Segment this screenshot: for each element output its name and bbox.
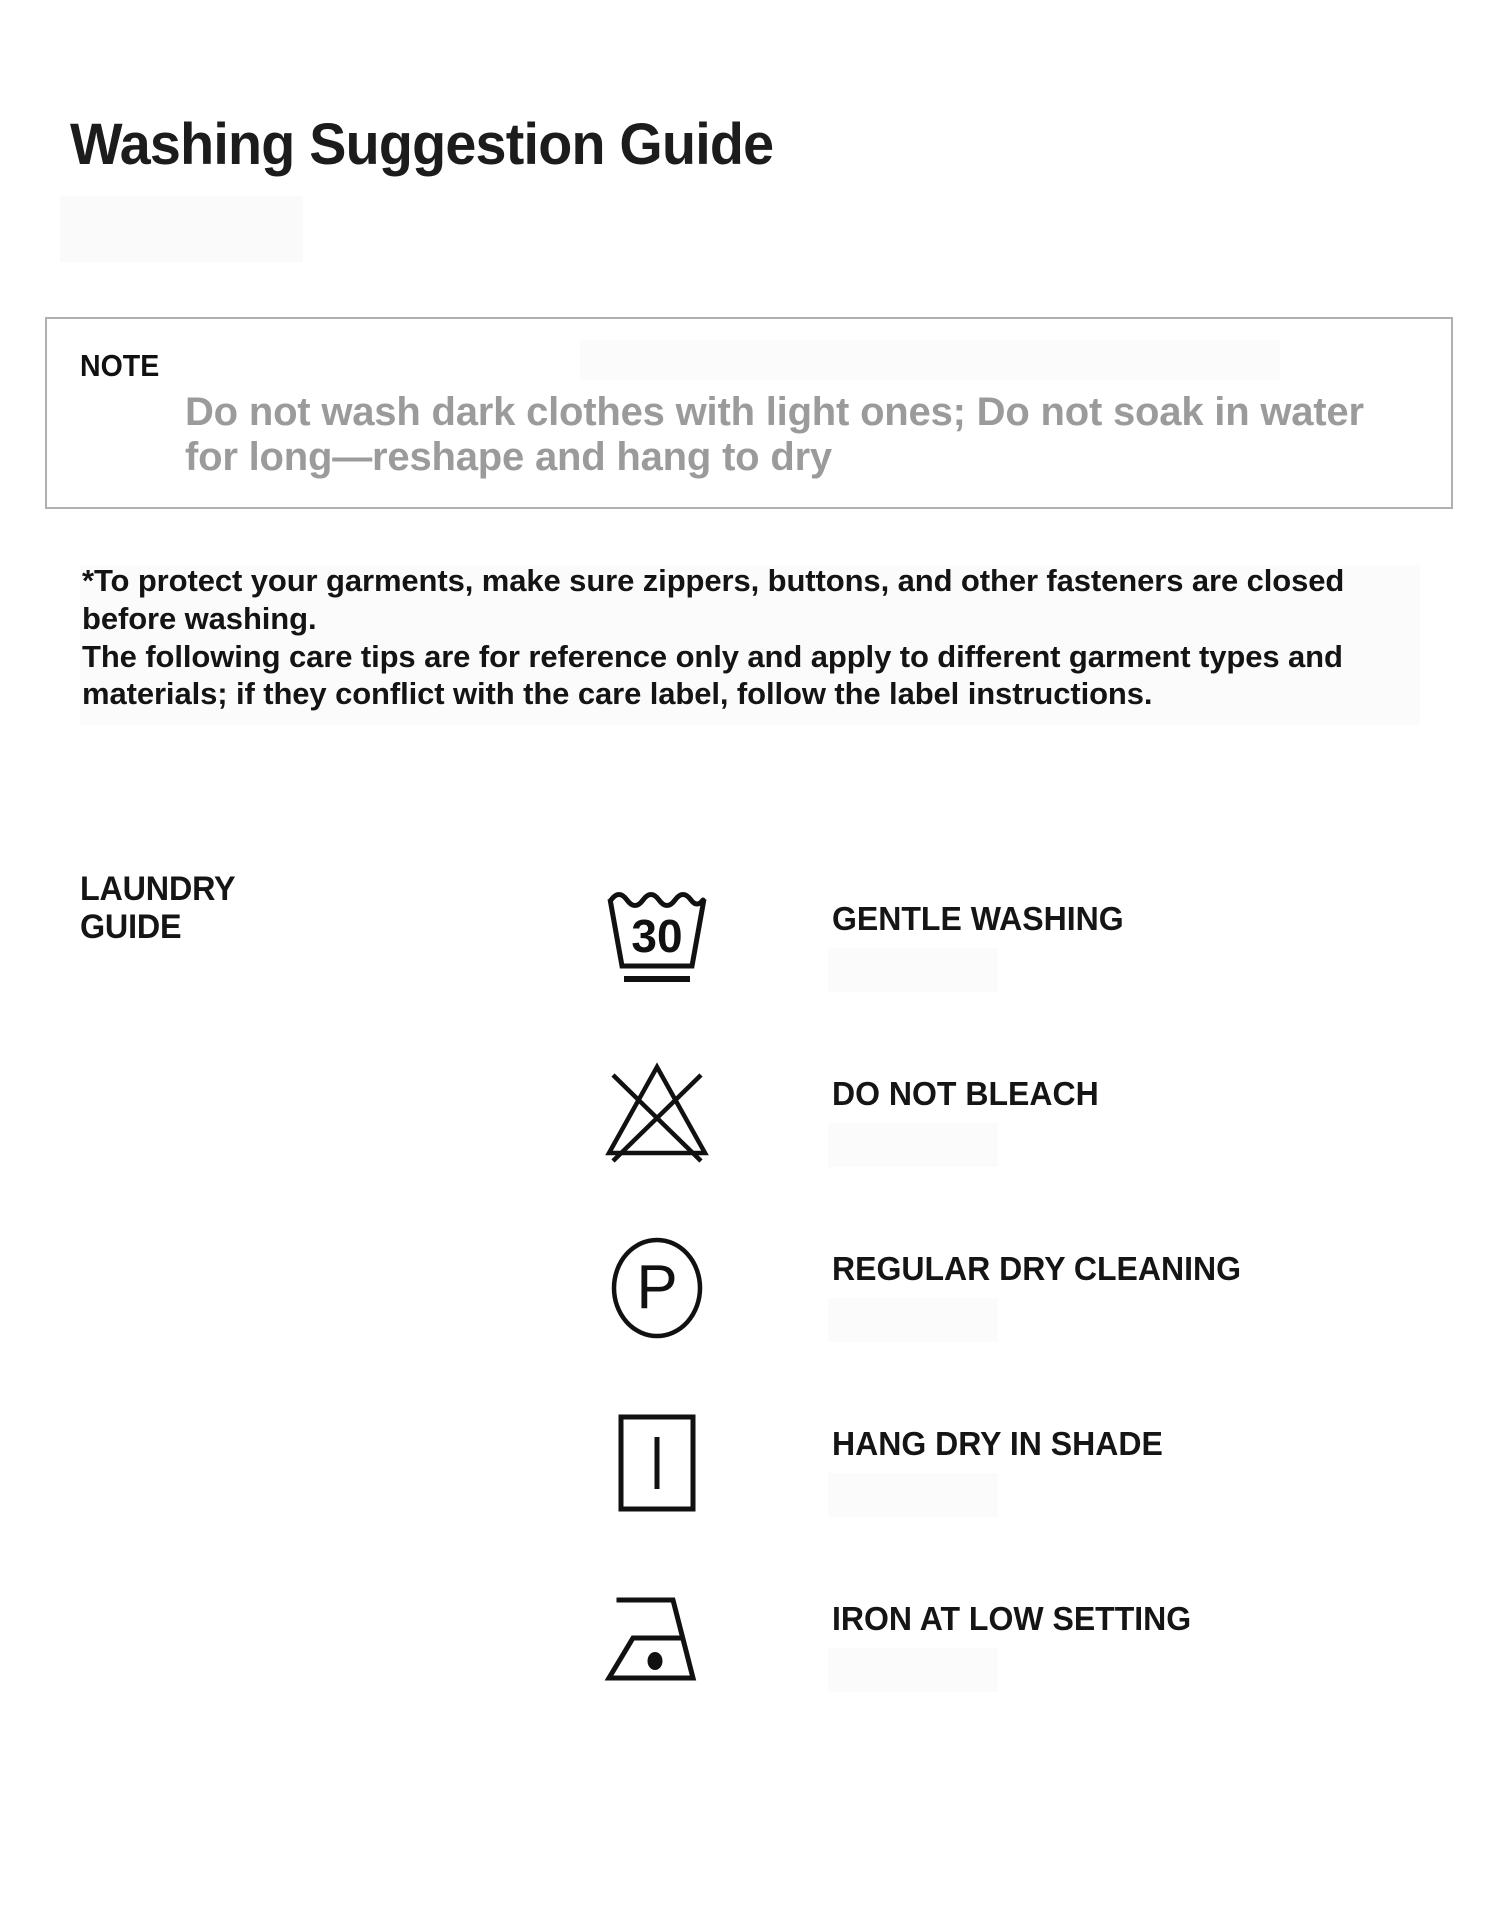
svg-text:30: 30 bbox=[631, 910, 683, 962]
note-text: Do not wash dark clothes with light ones; Do not soak in water for long—reshape and hang to dry bbox=[185, 390, 1364, 479]
svg-text:P: P bbox=[636, 1253, 678, 1322]
line-dry-square-icon bbox=[592, 1403, 722, 1523]
laundry-guide-heading-line-1: LAUNDRY bbox=[80, 870, 236, 908]
symbol-label: IRON AT LOW SETTING bbox=[832, 1600, 1192, 1637]
list-item bbox=[0, 1578, 1500, 1753]
title-underline-block bbox=[60, 196, 303, 262]
note-label: NOTE bbox=[80, 348, 160, 383]
list-item bbox=[0, 1228, 1500, 1403]
laundry-symbol-list bbox=[0, 878, 1500, 1753]
iron-one-dot-icon bbox=[592, 1578, 722, 1698]
disclaimer-line-2: The following care tips are for reference only and apply to different garment types and materials; if they conflict with the care label, follow the label instructions. bbox=[82, 638, 1343, 712]
row-label-shade bbox=[828, 1123, 998, 1167]
laundry-guide-heading-line-2: GUIDE bbox=[80, 908, 182, 947]
list-item bbox=[0, 1403, 1500, 1578]
list-item bbox=[0, 878, 1500, 1053]
dry-clean-p-circle-icon bbox=[592, 1228, 722, 1348]
page-title: Washing Suggestion Guide bbox=[70, 112, 774, 177]
row-label-shade bbox=[828, 1298, 998, 1342]
wash-tub-30-gentle-icon bbox=[592, 878, 722, 998]
row-label-shade bbox=[828, 1648, 998, 1692]
symbol-label: GENTLE WASHING bbox=[832, 900, 1124, 937]
symbol-label: REGULAR DRY CLEANING bbox=[832, 1250, 1242, 1287]
list-item bbox=[0, 1053, 1500, 1228]
do-not-bleach-triangle-icon bbox=[592, 1053, 722, 1173]
disclaimer-line-1: *To protect your garments, make sure zippers, buttons, and other fasteners are closed before washing. bbox=[82, 563, 1345, 636]
disclaimer-paragraph bbox=[82, 562, 1402, 713]
note-box-shade bbox=[580, 340, 1280, 380]
row-label-shade bbox=[828, 948, 998, 992]
row-label-shade bbox=[828, 1473, 998, 1517]
symbol-label: HANG DRY IN SHADE bbox=[832, 1425, 1163, 1462]
symbol-label: DO NOT BLEACH bbox=[832, 1075, 1099, 1112]
